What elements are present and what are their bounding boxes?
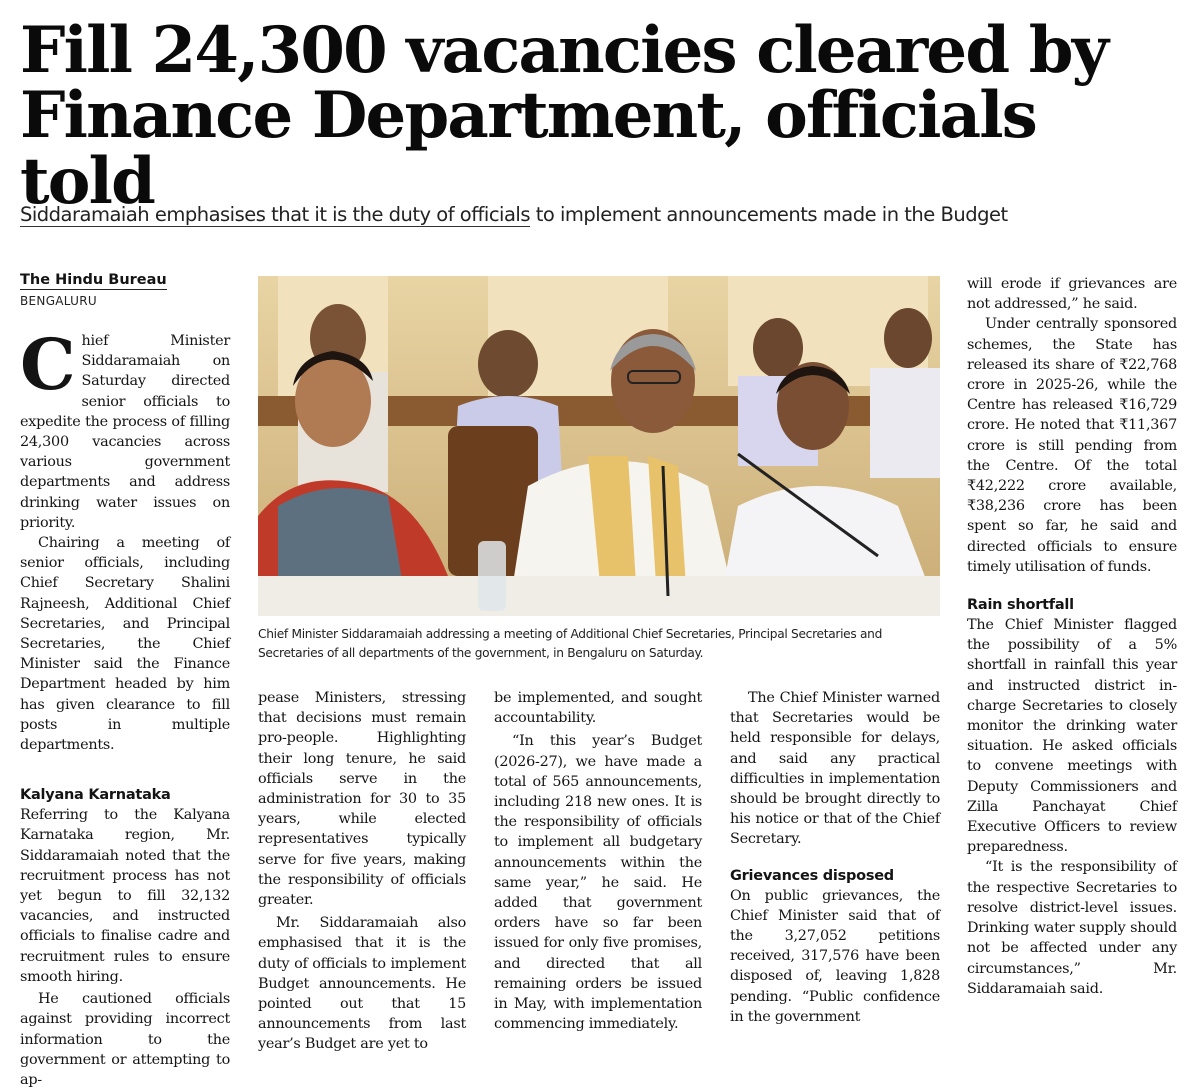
dateline: BENGALURU <box>20 294 97 308</box>
meeting-photo <box>258 276 940 616</box>
article-paragraph: “It is the responsibility of the respective Secretaries to resolve district-level issues. Drinking water supply should not be affected under any circumstances,” Mr. Siddaramaiah said. <box>967 859 1177 997</box>
deck-subheading <box>20 203 1190 226</box>
article-paragraph: The Chief Minister flagged the possibility of a 5% shortfall in rainfall this year and instructed district in-charge Secretaries to closely monitor the drinking water situation. He asked officials to convene meetings with Deputy Commissioners and Zilla Panchayat Chief Executive Officers to review preparedness. <box>967 617 1177 856</box>
article-paragraph: “In this year’s Budget (2026-27), we have made a total of 565 announcements, including 218 new ones. It is the responsibility of officials to implement all budgetary announcements within the same year,” he said. He added that government orders have so far been issued for only five promises, and directed that all remaining orders be issued in May, with implementation commencing immediately. <box>494 733 702 1033</box>
article-column-5 <box>967 274 1177 1074</box>
article-paragraph: pease Ministers, stressing that decisions must remain pro-people. Highlighting their long tenure, he said officials serve in the administration for 30 to 35 years, while elected representatives typically serve for five years, making the responsibility of officials greater. <box>258 690 466 909</box>
article-paragraph: will erode if grievances are not addressed,” he said. <box>967 276 1177 313</box>
section-heading-rain-shortfall: Rain shortfall <box>967 597 1074 614</box>
article-paragraph: Mr. Siddaramaiah also emphasised that it is the duty of officials to implement Budget announcements. He pointed out that 15 announcements from last year’s Budget are yet to <box>258 915 466 1053</box>
section-heading-grievances-disposed: Grievances disposed <box>730 867 894 884</box>
deck-text: to implement announcements made in the Budget <box>530 203 1008 226</box>
photo-caption: Chief Minister Siddaramaiah addressing a meeting of Additional Chief Secretaries, Principal Secretaries and Secretaries of all departments of the government, in Bengaluru on Saturday. <box>258 627 883 660</box>
article-paragraph: Chairing a meeting of senior officials, including Chief Secretary Shalini Rajneesh, Additional Chief Secretaries, and Principal Secretaries, the Chief Minister said the Finance Department headed by him has given clearance to fill posts in multiple departments. <box>20 535 230 754</box>
article-paragraph <box>20 323 230 533</box>
headline: Fill 24,300 vacancies cleared by Finance Department, officials told <box>20 13 1108 219</box>
article-paragraph: Under centrally sponsored schemes, the State has released its share of ₹22,768 crore in 2025-26, while the Centre has released ₹16,729 crore. He noted that ₹11,367 crore is still pending from the Centre. Of the total ₹42,222 crore available, ₹38,236 crore has been spent so far, he said and directed officials to ensure timely utilisation of funds. <box>967 316 1177 575</box>
drop-cap: C <box>20 323 76 406</box>
article-paragraph: The Chief Minister warned that Secretaries would be held responsible for delays, and said any practical difficulties in implementation should be brought directly to his notice or that of the Chief Secretary. <box>730 690 940 848</box>
article-column-3 <box>494 688 702 1068</box>
deck-underlined-text: Siddaramaiah emphasises that it is the duty of officials <box>20 203 531 226</box>
meeting-photo-illustration <box>258 276 940 616</box>
paragraph-text: hief Minister Siddaramaiah on Saturday directed senior officials to expedite the process of filling 24,300 vacancies across various government departments and address drinking water issues on priority. <box>20 333 230 531</box>
article-paragraph: be implemented, and sought accountability. <box>494 690 702 727</box>
article-paragraph: He cautioned officials against providing incorrect information to the government or attempting to ap- <box>20 991 230 1088</box>
section-heading-kalyana-karnataka: Kalyana Karnataka <box>20 787 171 804</box>
article-column-4 <box>730 688 940 1068</box>
article-paragraph: Referring to the Kalyana Karnataka region, Mr. Siddaramaiah noted that the recruitment process has not yet begun to fill 32,132 vacancies, and instructed officials to finalise cadre and recruitment rules to ensure smooth hiring. <box>20 807 230 985</box>
article-column-2 <box>258 688 466 1068</box>
article-column-1 <box>20 323 230 1088</box>
byline: The Hindu Bureau <box>20 272 167 288</box>
article-paragraph: On public grievances, the Chief Minister said that of the 3,27,052 petitions received, 317,576 have been disposed of, leaving 1,828 pending. “Public confidence in the government <box>730 887 940 1025</box>
